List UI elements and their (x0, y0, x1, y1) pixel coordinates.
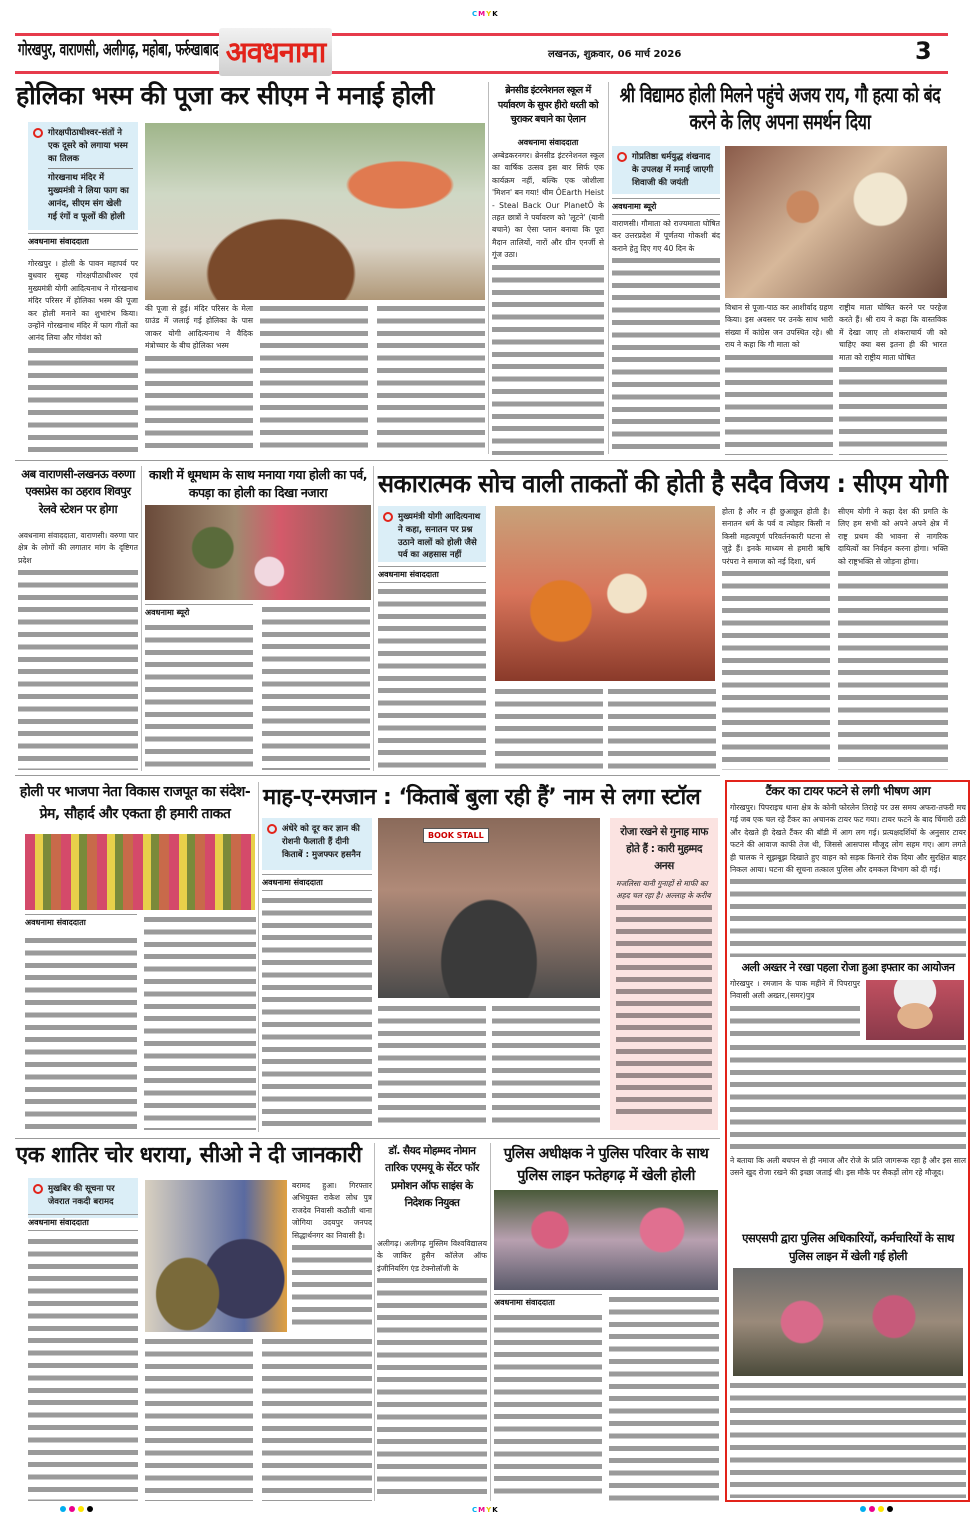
body-text: सीएम योगी ने कहा देश की प्रगति के लिए हम सभी को अपने अपने क्षेत्र में राष्ट्र प्रथम की भावना से नागरिक दायित्वों का निर्वहन करना होगा। भक्ति को राष्ट्रभक्ति से जोड़ना होगा। (838, 507, 948, 566)
article-body-cont (262, 604, 370, 770)
headline: पुलिस अधीक्षक ने पुलिस परिवार के साथ पुलिस लाइन फतेहगढ़ में खेली होली (503, 1146, 709, 1185)
article-body (730, 978, 860, 1038)
article-body (838, 506, 948, 770)
bullet-ring-icon (267, 824, 277, 834)
body-text: मजलिसा यानी गुनाहों से माफी का अहद चल रहा है। अल्लाह के करीब (616, 879, 711, 901)
article-body (730, 1380, 966, 1498)
mark-m: M (478, 1506, 487, 1514)
article-body (25, 935, 137, 1130)
highlight-point: गोप्रतिष्ठा धर्मयुद्ध शंखनाद के उपलक्ष में मनाई जाएगी शिवाजी की जयंती (632, 152, 714, 188)
sidebar-roza (610, 818, 718, 1130)
article-body (612, 218, 720, 455)
headline: एक शातिर चोर धराया, सीओ ने दी जानकारी (16, 1143, 362, 1168)
photo-ali-akhtar (866, 980, 964, 1040)
article-body-cont (145, 1336, 253, 1501)
byline: अवधनामा संवाददाता (25, 914, 137, 930)
color-registration-dots (60, 1506, 93, 1512)
photo-holi-group (25, 834, 255, 910)
article-body (377, 1238, 487, 1501)
print-color-marks-bottom (472, 1506, 499, 1514)
article-body-cont (609, 1294, 719, 1501)
mark-c: C (472, 10, 479, 18)
byline: अवधनामा ब्यूरो (145, 604, 253, 620)
article-body-cont (608, 686, 716, 770)
mark-m: M (478, 10, 487, 18)
highlight-point: मुख्यमंत्री योगी आदित्यनाथ ने कहा, सनातन पर प्रश्न उठाने वालों को होली जैसे पर्व का अहसास नहीं (398, 512, 481, 561)
article-body (494, 1312, 602, 1501)
headline: एसएसपी द्वारा पुलिस अधिकारियों, कर्मचारियों के साथ पुलिस लाइन में खेली गई होली (742, 1231, 954, 1263)
headline: टैंकर का टायर फटने से लगी भीषण आग (765, 784, 931, 798)
highlight-point: गोरक्षपीठाधीश्वर-संतों ने एक दूसरे को लगाया भस्म का तिलक (48, 127, 133, 169)
mark-y: Y (486, 10, 493, 18)
byline: अवधनामा संवाददाता (494, 1294, 602, 1310)
highlight-box (612, 146, 720, 194)
body-text: अलीगढ़। अलीगढ़ मुस्लिम विश्वविद्यालय के जाकिर हुसैन कॉलेज ऑफ इंजीनियरिंग एंड टेक्नोलॉजी के (377, 1239, 487, 1273)
byline: अवधनामा ब्यूरो (612, 198, 720, 215)
highlight-box (28, 122, 138, 230)
body-text: की पूजा से हुई। मंदिर परिसर के मेला ग्राउंड में जलाई गई होलिका के पास जाकर योगी आदित्यनाथ ने वैदिक मंत्रोच्चार के बीच होलिका भस्म (145, 304, 253, 351)
highlight-box (378, 506, 486, 562)
byline: अवधनामा संवाददाता (28, 1214, 138, 1231)
article-body-cont (377, 303, 485, 455)
article-body (492, 150, 604, 455)
mark-k: K (492, 10, 499, 18)
book-stall-sign: BOOK STALL (423, 828, 489, 843)
headline: होली पर भाजपा नेता विकास राजपूत का संदेश- प्रेम, सौहार्द और एकता ही हमारी ताकत (19, 784, 251, 822)
article-body (28, 1236, 138, 1501)
print-color-marks (472, 10, 499, 18)
bullet-ring-icon (33, 1184, 43, 1194)
photo-kashi-holi (145, 505, 371, 600)
byline: अवधनामा संवाददाता (517, 138, 579, 147)
bullet-ring-icon (383, 512, 393, 522)
photo-book-stall (378, 818, 600, 998)
body-text: बरामद हुआ। गिरफ्तार अभियुक्त राकेश लोध पुत्र राजदेव निवासी कठौती थाना जोगिया उदयपुर जनपद सिद्धार्थनगर का निवासी है। (292, 1181, 372, 1240)
article-body-cont (495, 686, 603, 770)
highlight-point: गोरखनाथ मंदिर में मुख्यमंत्री ने लिया फाग का आनंद, सीएम संग खेली गई रंगों व फूलों की होली (48, 173, 129, 222)
article-body (725, 302, 833, 455)
bullet-ring-icon (617, 152, 627, 162)
article-body (145, 303, 253, 455)
body-text: ने बताया कि अली बचपन से ही नमाज और रोजे के प्रति जागरूक रहा है और इस साल उसने खुद रोजा रखने की इच्छा जताई थी। इस मौके पर सैकड़ों लोग रहे मौजूद। (730, 1156, 966, 1178)
headline: ब्रेनसीड इंटरनेशनल स्कूल में पर्यावरण के सुपर हीरो धरती को चुराकर बचाने का ऐलान (497, 85, 599, 126)
article-body (18, 530, 138, 770)
byline: अवधनामा संवाददाता (28, 233, 138, 250)
body-text: वाराणसी। गौमाता को राज्यमाता घोषित कर उत्तरप्रदेश में पूर्णतया गोकशी बंद कराने हेतु दिए गए 40 दिन के (612, 219, 720, 253)
cities-list: गोरखपुर, वाराणसी, अलीगढ़, महोबा, फर्रुखाबाद (18, 40, 219, 60)
page-number: 3 (915, 37, 932, 65)
body-text: गोरखपुर । रमजान के पाक महीने में पिपरापुर निवासी अली अख्तर,(समर)पुत्र (730, 979, 860, 1001)
photo-ajay-rai-vidyamath (725, 146, 947, 298)
body-text: गोरखपुर । होली के पावन महापर्व पर बुधवार सुबह गोरक्षपीठाधीश्वर एवं मुख्यमंत्री योगी आदित्यनाथ ने गोरखनाथ मंदिर परिसर में होलिका भस्म की पूजा कर होली मनाने का शुभारंभ किया। उन्होंने गोरखनाथ मंदिर में फाग गीतों का आनंद लिया और गोवंश को (28, 259, 138, 343)
headline: श्री विद्यामठ होली मिलने पहुंचे अजय राय, गौ हत्या को बंद करने के लिए अपना समर्थन दिया (619, 83, 941, 135)
article-body-cont (492, 1003, 600, 1130)
mark-c: C (472, 1506, 479, 1514)
sidebar-headline: रोजा रखने से गुनाह माफ होते हैं : कारी मुहम्मद अनस (620, 826, 708, 872)
article-body-end (730, 1155, 966, 1227)
article-body (378, 586, 486, 770)
headline: माह-ए-रमजान : ‘किताबें बुला रही हैं’ नाम से लगा स्टॉल (263, 785, 701, 810)
logo-text: अवधनामा (225, 35, 326, 69)
body-text: गोरखपुर। पिपराइच थाना क्षेत्र के कोनी फोरलेन तिराहे पर उस समय अफरा-तफरी मच गई जब एक चल रहे टैंकर का अचानक टायर फट गया। टायर फटने के बाद चिंगारी उठी और देखते ही देखते टैंकर की बॉडी में आग लग गई। प्रत्यक्षदर्शियों के अनुसार टायर फटने की आवाज काफी तेज थी, जिससे आसपास मौजूद लोग सहम गए। आग लगते ही चालक ने सूझबूझ दिखाते हुए वाहन को सड़क किनारे रोक दिया और सुरक्षित बाहर निकल आया। घटना की सूचना तत्काल पुलिस और दमकल विभाग को दी गई। (730, 803, 966, 875)
photo-police-officers (145, 1180, 287, 1332)
headline: काशी में धूमधाम के साथ मनाया गया होली का पर्व, कपड़ा का होली का दिखा नजारा (149, 467, 367, 501)
highlight-box (28, 1178, 138, 1218)
headline: होलिका भस्म की पूजा कर सीएम ने मनाई होली (16, 81, 434, 110)
headline: अब वाराणसी-लखनऊ वरुणा एक्सप्रेस का ठहराव शिवपुर रेलवे स्टेशन पर होगा (21, 467, 135, 516)
bullet-ring-icon (33, 128, 43, 138)
article-body (262, 895, 372, 1130)
article-body-cont (378, 1003, 486, 1130)
mark-y: Y (486, 1506, 493, 1514)
article-body (145, 622, 253, 770)
article-body (839, 302, 947, 455)
mark-k: K (492, 1506, 499, 1514)
headline: डॉ. सैयद मोहम्मद नोमान तारिक एएमयू के सेंटर फॉर प्रमोशन ऑफ साइंस के निदेशक नियुक्त (385, 1145, 479, 1209)
color-registration-dots (860, 1506, 893, 1512)
logo (219, 28, 332, 76)
article-body-cont (260, 303, 368, 455)
body-text: राष्ट्रीय माता घोषित करने पर परहेज करते हैं। श्री राय ने कहा कि वास्तविक में देखा जाए तो शंकराचार्य जी को चाहिए क्या बस इतना ही की भारत माता को राष्ट्रीय माता घोषित (839, 303, 947, 362)
article-body-cont (262, 1336, 372, 1501)
article-body (730, 802, 966, 957)
body-text: विधान से पूजा-पाठ कर आशीर्वाद ग्रहण किया। इस अवसर पर उनके साथ भारी संख्या में कांग्रेस जन उपस्थित रहे। श्री राय ने कहा कि गौ माता को (725, 303, 833, 350)
article-body (28, 258, 138, 455)
byline: अवधनामा संवाददाता (378, 566, 486, 583)
article-body (722, 506, 830, 770)
dateline: लखनऊ, शुक्रवार, 06 मार्च 2026 (548, 49, 682, 60)
photo-police-holi (494, 1190, 718, 1290)
body-text: अम्बेडकरनगर। ब्रेनसीड इंटरनेशनल स्कूल का वार्षिक उत्सव इस बार सिर्फ एक कार्यक्रम नहीं, बल्कि एक जोशीला 'मिशन' बन गया! थीम ÔEarth Heist - Steal Back Our PlanetÕ के तहत छात्रों ने पर्यावरण को 'लूटने' (यानी बचाने) का ऐसा प्लान बनाया कि पूरा मैदान तालियों, नारों और ग्रीन एनर्जी से गूंज उठा। (492, 151, 604, 260)
highlight-box (262, 818, 372, 870)
article-body-cont (730, 1042, 966, 1152)
article-body (292, 1180, 372, 1332)
photo-cm-gau-seva (145, 123, 485, 300)
photo-cm-yogi-holi (495, 506, 715, 681)
highlight-point: अंधेरे को दूर कर ज्ञान की रोशनी फैलाती हैं दीनी किताबें : मुजफ्फर हसनैन (282, 824, 361, 860)
highlight-point: मुखबिर की सूचना पर जेवरात नकदी बरामद (48, 1184, 115, 1207)
headline: सकारात्मक सोच वाली ताकतों की होती है सदैव विजय : सीएम योगी (378, 469, 948, 498)
headline: अली अख्तर ने रखा पहला रोजा हुआ इफ्तार का आयोजन (741, 961, 955, 974)
photo-ssp-holi (733, 1268, 963, 1376)
body-text: होता है और न ही छुआछूत होती है। सनातन धर्म के पर्व व त्योहार किसी न किसी महत्वपूर्ण परिवर्तनकारी घटना से जुड़े हैं। इनके माध्यम से हमारी ऋषि परंपरा ने समाज को नई दिशा, धर्म (722, 507, 830, 566)
byline: अवधनामा संवाददाता (262, 874, 372, 891)
article-body-cont (144, 914, 256, 1130)
body-text: अवधनामा संवाददाता, वाराणसी। वरुणा पार क्षेत्र के लोगों की लगातार मांग के दृष्टिगत प्रदेश (18, 531, 138, 565)
